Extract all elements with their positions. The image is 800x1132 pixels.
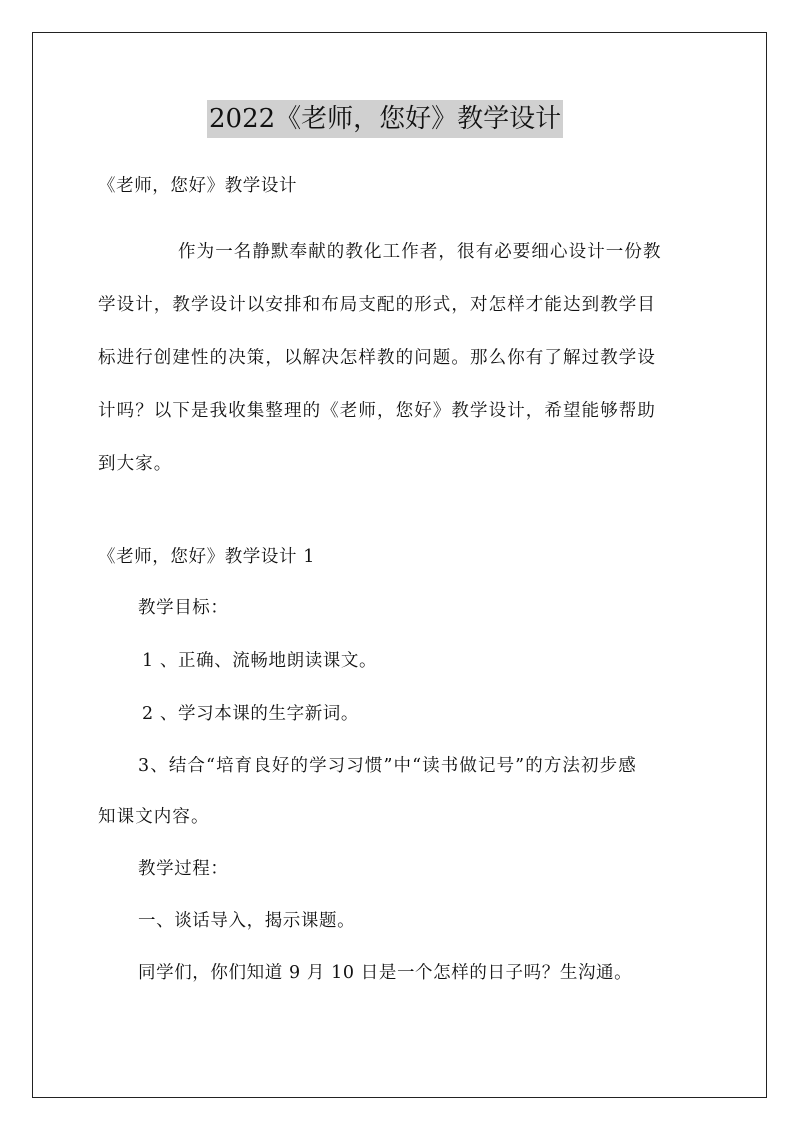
intro-line: 到大家。: [98, 454, 173, 474]
intro-paragraph: [98, 226, 718, 491]
step-heading-1: 一、谈话导入，揭示课题。: [138, 911, 356, 931]
document-title: 2022《老师，您好》教学设计: [207, 100, 563, 138]
step-1-text: 同学们，你们知道 9 月 10 日是一个怎样的日子吗？生沟通。: [138, 963, 633, 983]
objective-item-2: 2 、学习本课的生字新词。: [142, 704, 359, 724]
section-heading: 《老师，您好》教学设计 1: [98, 547, 315, 567]
intro-line: 作为一名静默奉献的教化工作者，很有必要细心设计一份教: [178, 242, 662, 262]
objective-item-3: 3、结合“培育良好的学习习惯”中“读书做记号”的方法初步感: [138, 756, 637, 776]
intro-line: 标进行创建性的决策，以解决怎样教的问题。那么你有了解过教学设: [98, 348, 656, 368]
intro-line: 学设计，教学设计以安排和布局支配的形式，对怎样才能达到教学目: [98, 295, 656, 315]
document-subtitle: 《老师，您好》教学设计: [98, 176, 298, 196]
process-label: 教学过程：: [138, 859, 229, 879]
objectives-label: 教学目标：: [138, 598, 229, 618]
objective-item-3-continued: 知课文内容。: [98, 807, 210, 827]
objective-item-1: 1 、正确、流畅地朗读课文。: [142, 651, 378, 671]
intro-line: 计吗？以下是我收集整理的《老师，您好》教学设计，希望能够帮助: [98, 401, 656, 421]
